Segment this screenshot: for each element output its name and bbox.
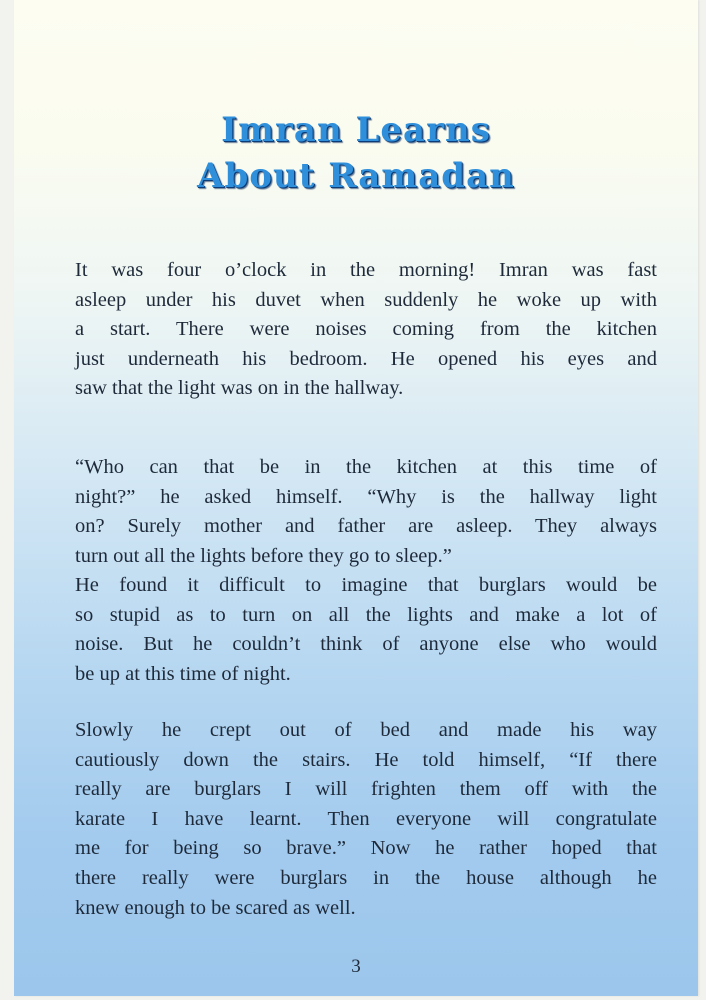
text-line: cautiously down the stairs. He told himself, “If there xyxy=(75,748,657,771)
text-line: knew enough to be scared as well. xyxy=(75,896,356,919)
text-line: He found it difficult to imagine that burglars would be xyxy=(75,574,657,596)
text-line: there really were burglars in the house although he xyxy=(75,866,657,889)
paragraph-4 xyxy=(75,716,657,923)
text-line: a start. There were noises coming from the kitchen xyxy=(75,318,657,341)
page-number: 3 xyxy=(351,956,361,977)
paragraph-3 xyxy=(75,571,657,689)
text-line: noise. But he couldn’t think of anyone else who would xyxy=(75,633,657,656)
text-line: asleep under his duvet when suddenly he woke up with xyxy=(75,288,657,311)
text-line: on? Surely mother and father are asleep. They always xyxy=(75,515,657,538)
text-line: karate I have learnt. Then everyone will congratulate xyxy=(75,807,657,830)
text-line: turn out all the lights before they go to sleep.” xyxy=(75,544,452,567)
text-line: just underneath his bedroom. He opened his eyes and xyxy=(75,347,657,370)
title-line-1: Imran Learns xyxy=(221,110,491,150)
book-page xyxy=(14,0,698,996)
text-line: night?” he asked himself. “Why is the hallway light xyxy=(75,485,657,508)
text-line: Slowly he crept out of bed and made his way xyxy=(75,719,657,741)
text-line: be up at this time of night. xyxy=(75,662,291,685)
text-line: It was four o’clock in the morning! Imran was fast xyxy=(75,259,657,281)
text-line: really are burglars I will frighten them off with the xyxy=(75,778,657,801)
text-line: “Who can that be in the kitchen at this time of xyxy=(75,456,657,478)
text-line: so stupid as to turn on all the lights and make a lot of xyxy=(75,603,657,626)
paragraph-2 xyxy=(75,453,657,571)
text-line: saw that the light was on in the hallway. xyxy=(75,377,404,400)
paragraph-1 xyxy=(75,256,657,404)
text-line: me for being so brave.” Now he rather hoped that xyxy=(75,837,657,860)
title-line-2: About Ramadan xyxy=(197,156,515,196)
